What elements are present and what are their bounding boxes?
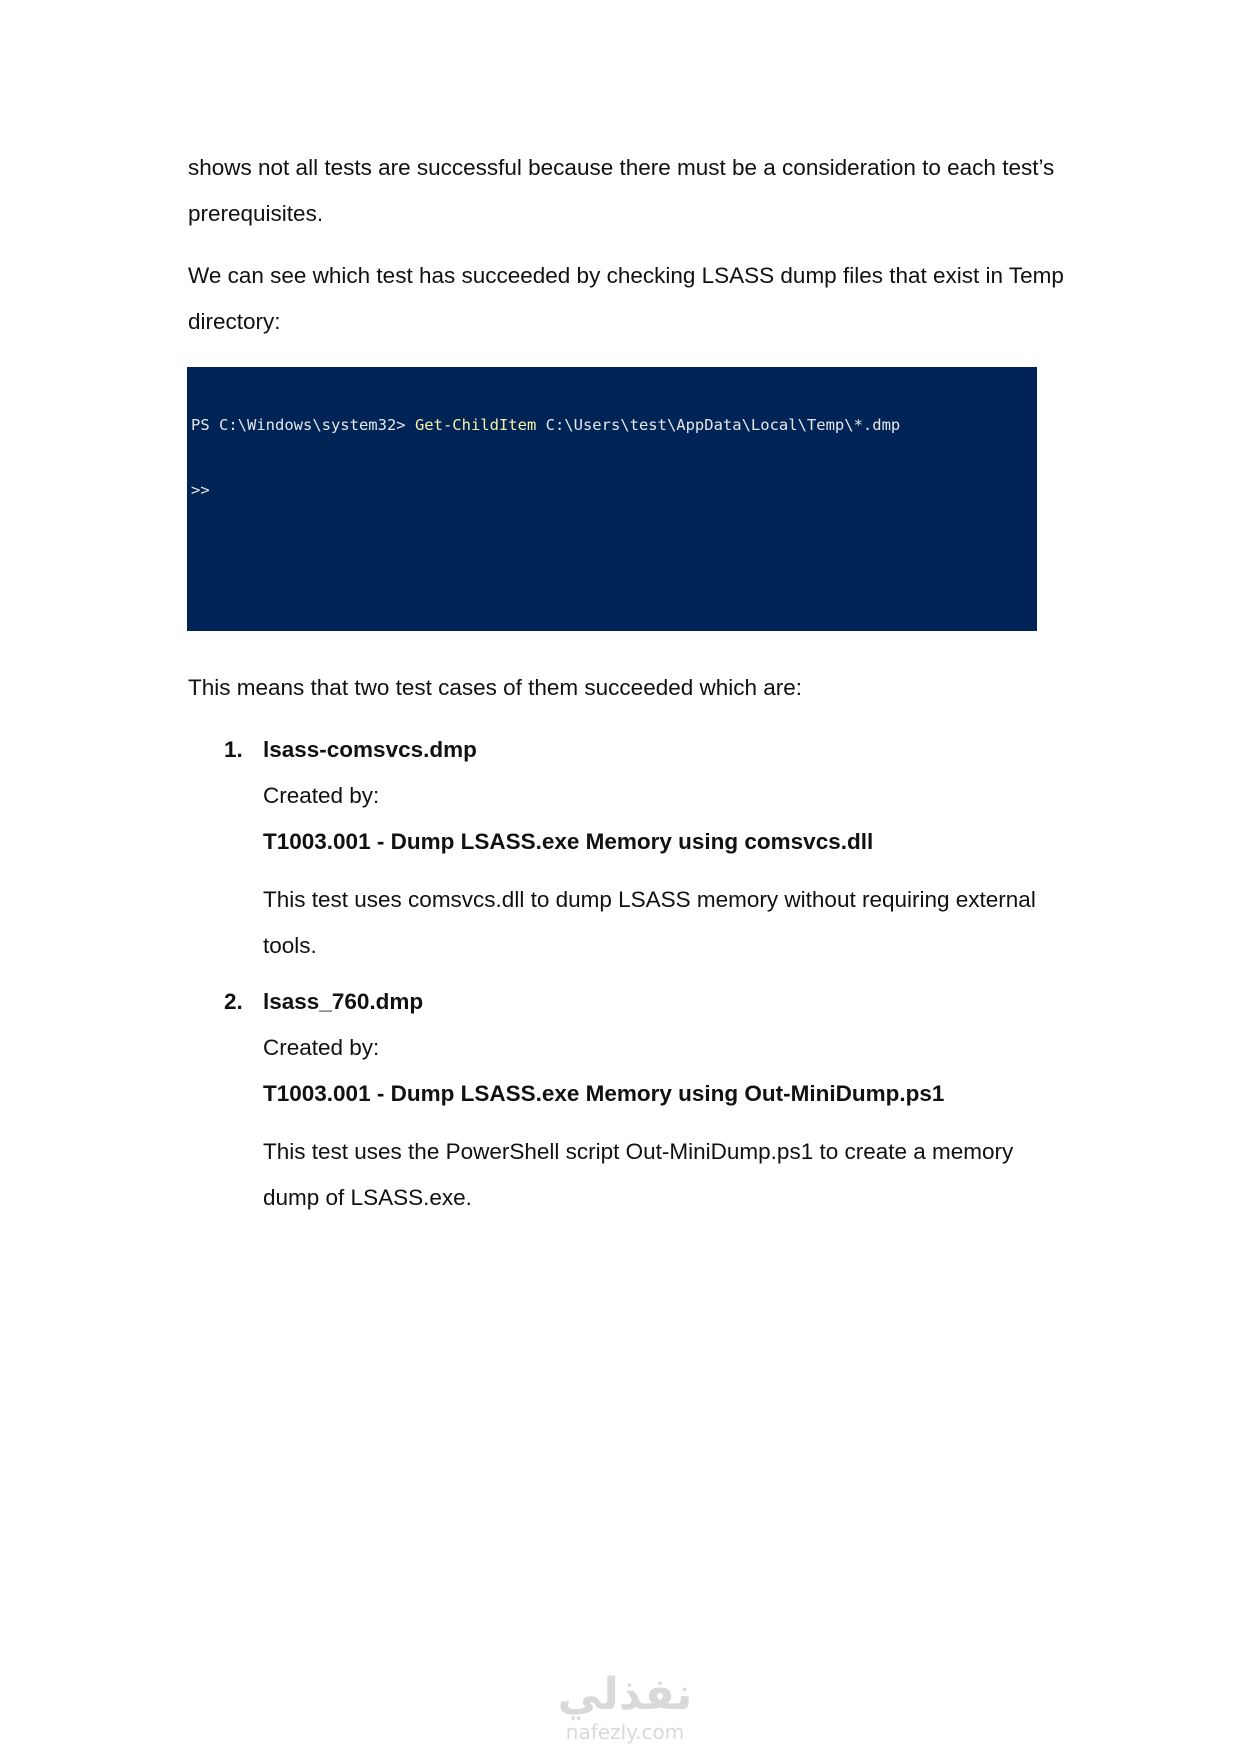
list-item [188,727,1068,969]
watermark-logo [540,1670,710,1755]
terminal-prompt: PS C:\Windows\system32> [191,416,415,434]
terminal-cmdlet: Get-ChildItem [414,416,537,434]
means-paragraph: This means that two test cases of them succeeded which are: [188,675,803,700]
watermark-url: nafezly.com [565,1720,685,1744]
created-by-label: Created by: [263,1035,380,1060]
test-description: This test uses comsvcs.dll to dump LSASS memory without requiring external tools. [263,887,1036,958]
terminal-blank [191,609,1037,631]
succeeded-tests-list [188,727,1068,1221]
terminal-continuation: >> [191,480,210,499]
list-number: 1. [224,737,243,762]
list-item [188,979,1068,1221]
created-by-label: Created by: [263,783,380,808]
document-body [188,145,1068,1231]
intro-paragraph: shows not all tests are successful because there must be a consideration to each test’s prerequisites. [188,155,1055,226]
technique-name: T1003.001 - Dump LSASS.exe Memory using comsvcs.dll [263,829,874,854]
terminal-blank [191,544,1037,566]
powershell-screenshot [187,367,1037,631]
terminal-command-line [191,415,1037,437]
list-item-title: lsass_760.dmp [263,989,424,1014]
check-paragraph: We can see which test has succeeded by checking LSASS dump files that exist in Temp directory: [188,263,1064,334]
list-number: 2. [224,989,243,1014]
list-item-title: lsass-comsvcs.dmp [263,737,477,762]
watermark-arabic: نفذلي [557,1669,693,1720]
test-description: This test uses the PowerShell script Out-MiniDump.ps1 to create a memory dump of LSASS.exe. [263,1139,1014,1210]
technique-name: T1003.001 - Dump LSASS.exe Memory using Out-MiniDump.ps1 [263,1081,945,1106]
terminal-args: C:\Users\test\AppData\Local\Temp\*.dmp [536,416,901,434]
